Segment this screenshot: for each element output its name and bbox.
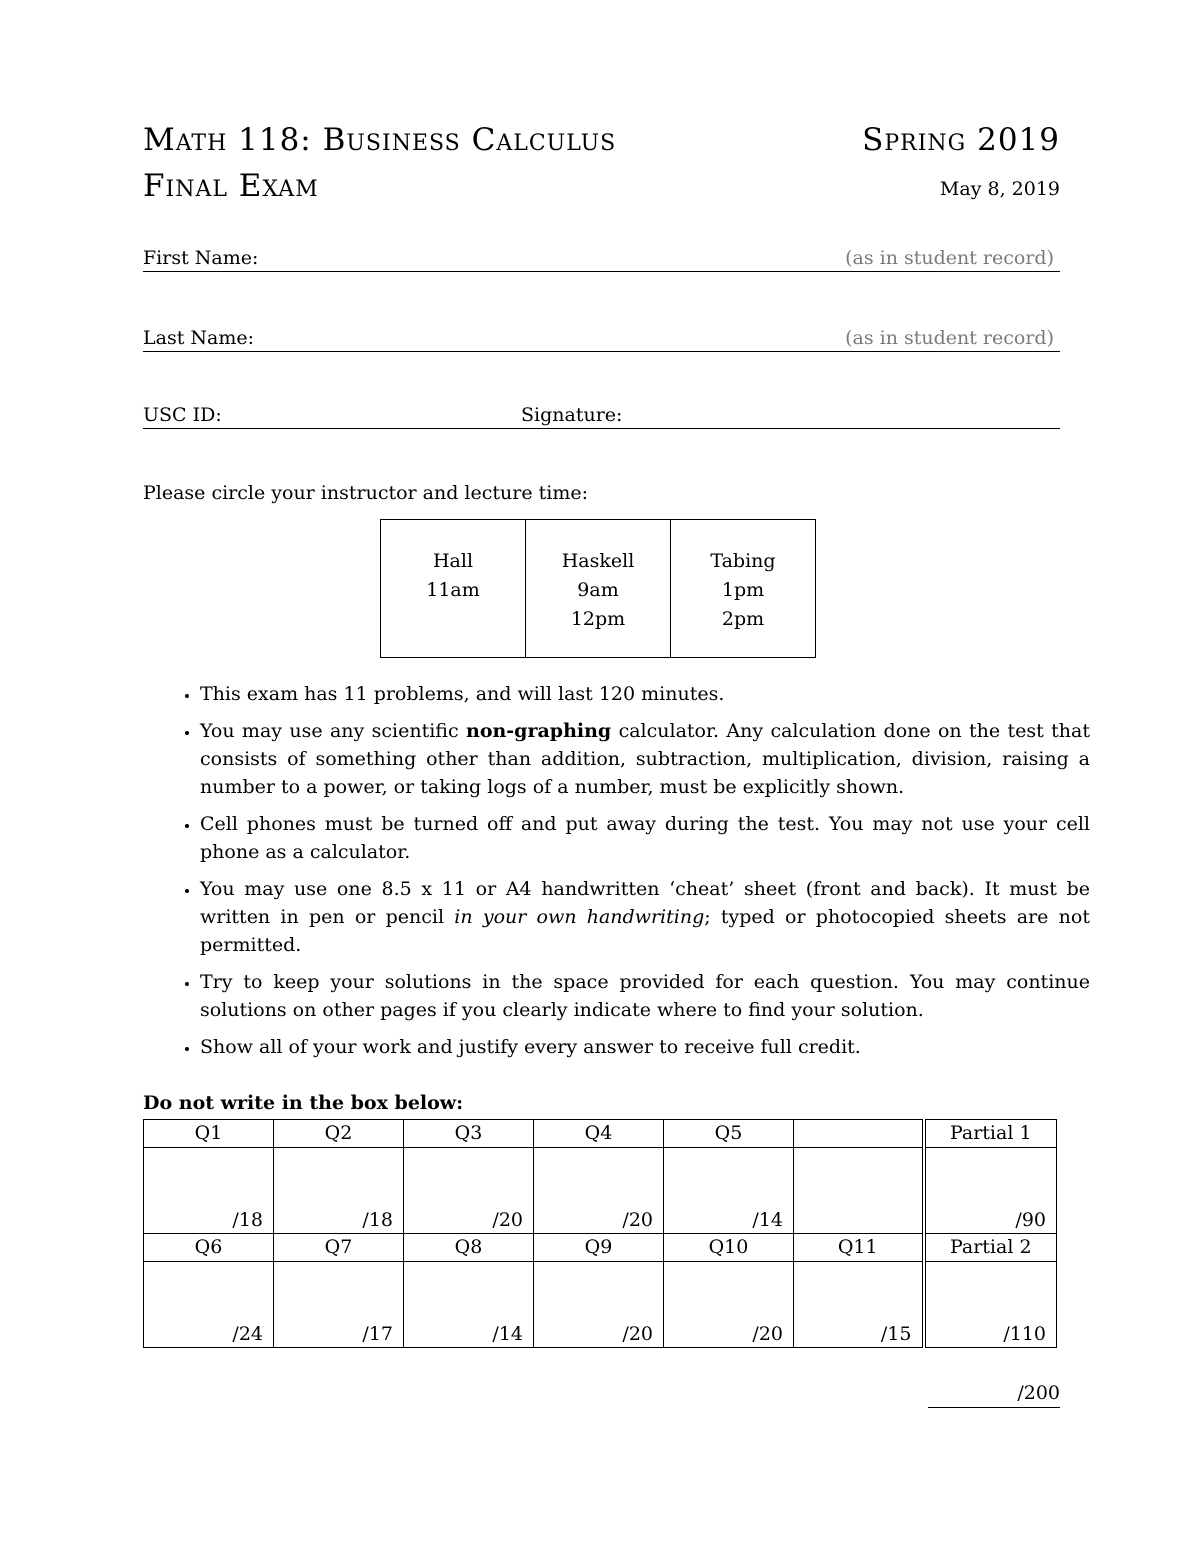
usc-id-label: USC ID: (143, 404, 222, 426)
question-label: Q8 (404, 1234, 534, 1262)
score-box[interactable]: /14 (404, 1262, 534, 1348)
lecture-time: 2pm (721, 608, 765, 630)
rule-text: This exam has 11 problems, and will last 120 minutes. (200, 683, 725, 705)
rule-item (200, 680, 1090, 708)
rule-item (200, 810, 1090, 866)
score-box[interactable]: /15 (794, 1262, 924, 1348)
instructor-cell-haskell[interactable] (526, 520, 671, 658)
question-label: Q6 (144, 1234, 274, 1262)
question-label: Q11 (794, 1234, 924, 1262)
partial-label: Partial 2 (924, 1234, 1057, 1262)
last-name-field[interactable] (143, 321, 1060, 352)
rule-text: calculator. Any calculation done on the test that consists of something other than addition, subtraction, multiplication, division, raising a number to a power, or taking logs of a number, must be explicitly shown. (200, 720, 1090, 798)
lecture-time: 11am (426, 579, 480, 601)
score-box[interactable]: /14 (664, 1148, 794, 1234)
instructor-name: Tabing (710, 550, 776, 572)
last-name-label: Last Name: (143, 327, 254, 349)
instructor-cell-tabing[interactable] (671, 520, 816, 658)
rule-item (200, 717, 1090, 801)
instructor-prompt: Please circle your instructor and lecture time: (143, 482, 588, 504)
exam-date: May 8, 2019 (939, 178, 1060, 200)
exam-title: Final Exam (143, 168, 319, 204)
instructor-name: Hall (432, 550, 474, 572)
rule-text: You may use any scientific (200, 720, 466, 742)
rule-item (200, 1033, 1090, 1061)
question-label (794, 1120, 924, 1148)
question-label: Q7 (274, 1234, 404, 1262)
rule-text: Cell phones must be turned off and put away during the test. You may not use your cell phone as a calculator. (200, 813, 1090, 863)
question-label: Q3 (404, 1120, 534, 1148)
lecture-time: 9am (577, 579, 619, 601)
score-box[interactable]: /20 (664, 1262, 794, 1348)
grading-heading: Do not write in the box below: (143, 1092, 464, 1114)
score-box[interactable]: /20 (534, 1148, 664, 1234)
score-box[interactable]: /24 (144, 1262, 274, 1348)
signature-label: Signature: (521, 404, 623, 426)
first-name-hint: (as in student record) (845, 247, 1054, 269)
rule-text: You may use one 8.5 x 11 or A4 handwritten ‘cheat’ sheet (front and back). It must be written in pen or pencil (200, 878, 1090, 928)
rule-text: Try to keep your solutions in the space provided for each question. You may continue solutions on other pages if you clearly indicate where to find your solution. (200, 971, 1090, 1021)
question-label: Q2 (274, 1120, 404, 1148)
instructor-table (380, 519, 816, 658)
question-label: Q1 (144, 1120, 274, 1148)
score-box[interactable]: /18 (274, 1148, 404, 1234)
rule-item (200, 875, 1090, 959)
question-label: Q5 (664, 1120, 794, 1148)
question-label: Q4 (534, 1120, 664, 1148)
score-box[interactable]: /20 (404, 1148, 534, 1234)
partial-label: Partial 1 (924, 1120, 1057, 1148)
instructor-name: Haskell (561, 550, 635, 572)
exam-rules (170, 680, 1090, 1070)
grading-table (143, 1119, 1057, 1348)
question-label: Q10 (664, 1234, 794, 1262)
rule-emphasis: in your own handwriting (454, 906, 705, 928)
rule-item (200, 968, 1090, 1024)
lecture-time: 1pm (721, 579, 765, 601)
total-score[interactable]: /200 (928, 1380, 1060, 1408)
last-name-hint: (as in student record) (845, 327, 1054, 349)
course-title: Math 118: Business Calculus (143, 122, 617, 158)
rule-text: Show all of your work and justify every answer to receive full credit. (200, 1036, 861, 1058)
score-box-empty (794, 1148, 924, 1234)
term: Spring 2019 (862, 122, 1060, 158)
question-label: Q9 (534, 1234, 664, 1262)
partial-score-box[interactable]: /110 (924, 1262, 1057, 1348)
lecture-time: 12pm (570, 608, 626, 630)
rule-emphasis: non-graphing (466, 720, 612, 742)
partial-score-box[interactable]: /90 (924, 1148, 1057, 1234)
score-box[interactable]: /18 (144, 1148, 274, 1234)
first-name-label: First Name: (143, 247, 259, 269)
id-signature-field[interactable] (143, 398, 1060, 429)
score-box[interactable]: /20 (534, 1262, 664, 1348)
rule-text: ; typed or photocopied sheets are not permitted. (200, 906, 1090, 956)
first-name-field[interactable] (143, 241, 1060, 272)
instructor-cell-hall[interactable] (381, 520, 526, 658)
score-box[interactable]: /17 (274, 1262, 404, 1348)
